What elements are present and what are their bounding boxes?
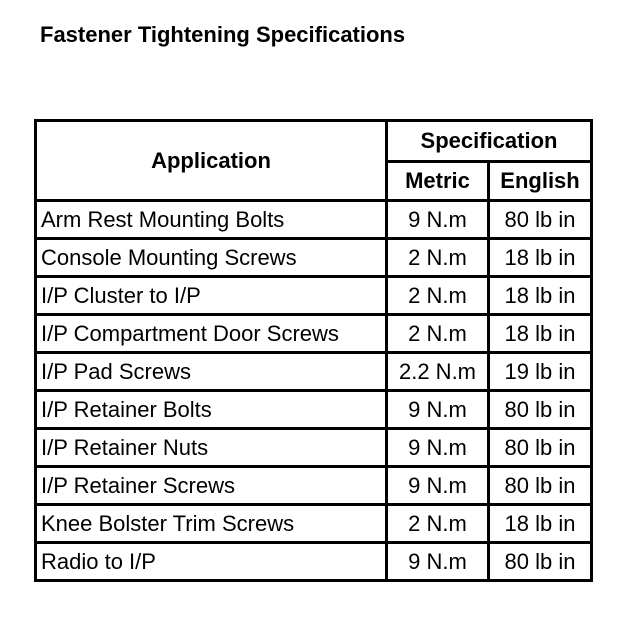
cell-metric: 9 N.m	[387, 429, 489, 467]
cell-english: 18 lb in	[489, 277, 592, 315]
cell-english: 80 lb in	[489, 467, 592, 505]
cell-application: I/P Retainer Bolts	[36, 391, 387, 429]
cell-metric: 2 N.m	[387, 239, 489, 277]
table-row	[36, 429, 592, 467]
cell-application: I/P Retainer Nuts	[36, 429, 387, 467]
table-row	[36, 543, 592, 581]
cell-english: 18 lb in	[489, 239, 592, 277]
cell-metric: 9 N.m	[387, 201, 489, 239]
cell-english: 18 lb in	[489, 315, 592, 353]
table-row	[36, 315, 592, 353]
column-header-metric: Metric	[387, 162, 489, 201]
table-row	[36, 505, 592, 543]
cell-english: 19 lb in	[489, 353, 592, 391]
cell-metric: 9 N.m	[387, 543, 489, 581]
table-header	[36, 121, 592, 201]
cell-english: 80 lb in	[489, 429, 592, 467]
column-header-application: Application	[36, 121, 387, 201]
cell-english: 18 lb in	[489, 505, 592, 543]
table-row	[36, 277, 592, 315]
cell-application: I/P Retainer Screws	[36, 467, 387, 505]
cell-application: I/P Pad Screws	[36, 353, 387, 391]
table-row	[36, 467, 592, 505]
cell-application: Knee Bolster Trim Screws	[36, 505, 387, 543]
cell-metric: 2 N.m	[387, 315, 489, 353]
table-row	[36, 239, 592, 277]
cell-application: Arm Rest Mounting Bolts	[36, 201, 387, 239]
cell-metric: 2 N.m	[387, 277, 489, 315]
cell-application: I/P Compartment Door Screws	[36, 315, 387, 353]
table-row	[36, 391, 592, 429]
cell-english: 80 lb in	[489, 201, 592, 239]
table-row	[36, 201, 592, 239]
cell-metric: 9 N.m	[387, 391, 489, 429]
column-header-specification: Specification	[387, 121, 592, 162]
table-row	[36, 353, 592, 391]
spec-table	[34, 119, 593, 582]
cell-application: Radio to I/P	[36, 543, 387, 581]
cell-application: I/P Cluster to I/P	[36, 277, 387, 315]
cell-metric: 2.2 N.m	[387, 353, 489, 391]
cell-metric: 2 N.m	[387, 505, 489, 543]
page-title: Fastener Tightening Specifications	[40, 22, 406, 47]
cell-english: 80 lb in	[489, 391, 592, 429]
cell-application: Console Mounting Screws	[36, 239, 387, 277]
cell-metric: 9 N.m	[387, 467, 489, 505]
column-header-english: English	[489, 162, 592, 201]
cell-english: 80 lb in	[489, 543, 592, 581]
